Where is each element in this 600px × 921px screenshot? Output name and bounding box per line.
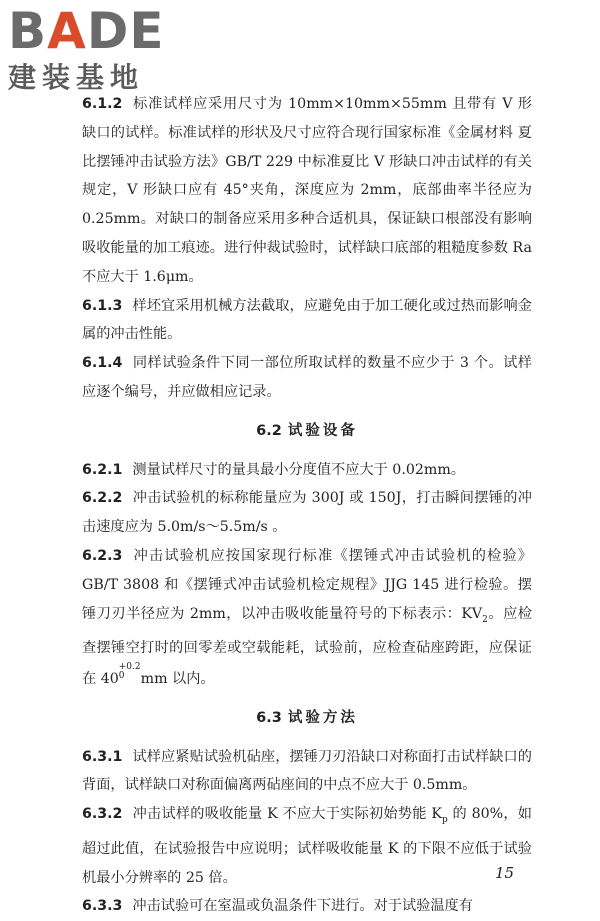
logo-accent-letter: A xyxy=(47,2,87,60)
logo-subtitle: 建装基地 xyxy=(8,61,145,94)
clause-text-cont: 。应检查摆锤空打时的回零差或空载能耗，试验前，应检查砧座跨距，应保证在 40 xyxy=(82,605,532,687)
energy-subscript: 2 xyxy=(482,614,488,625)
clause-number: 6.1.4 xyxy=(82,355,123,372)
tolerance xyxy=(119,663,141,681)
section-heading-6-3 xyxy=(82,704,532,733)
clause-6-3-3 xyxy=(82,892,532,921)
clause-number: 6.2.1 xyxy=(82,461,123,478)
section-title: 试验方法 xyxy=(287,708,358,726)
clause-number: 6.2.2 xyxy=(82,490,123,507)
document-body xyxy=(82,90,532,921)
clause-text: 标准试样应采用尺寸为 10mm×10mm×55mm 且带有 V 形缺口的试样。标准试样的形状及尺寸应符合现行国家标准《金属材料 夏比摆锤冲击试验方法》GB/T 229 中标准夏比 V 形缺口冲击试样的有关规定，V 形缺口应有 45°夹角，深度应为 2mm，底部曲率半径应为 0.25mm。对缺口的制备应采用多种合适机具，保证缺口根部没有影响吸收能量的加工痕迹。进行仲裁试验时，试样缺口底部的粗糙度参数 Ra 不应大于 1.6μm。 xyxy=(82,96,532,285)
clause-text-cont: 的 80%，如超过此值，在试验报告中应说明；试样吸收能量 K 的下限不应低于试验机最小分辨率的 25 倍。 xyxy=(82,806,532,886)
clause-6-3-2 xyxy=(82,800,532,892)
clause-6-1-3 xyxy=(82,292,532,350)
clause-6-3-1 xyxy=(82,743,532,801)
logo-brand-text: BADE xyxy=(8,2,165,60)
section-title: 试验设备 xyxy=(287,421,358,439)
potential-subscript: p xyxy=(441,814,448,825)
tolerance-lower: 0 xyxy=(118,670,125,681)
logo-brand xyxy=(8,2,165,60)
clause-text: 冲击试验机的标称能量应为 300J 或 150J，打击瞬间摆锤的冲击速度应为 5.0m/s～5.5m/s 。 xyxy=(82,490,532,536)
clause-text: 冲击试验可在室温或负温条件下进行。对于试验温度有 xyxy=(132,898,473,915)
section-number: 6.3 xyxy=(256,709,282,726)
clause-text: 同样试验条件下同一部位所取试样的数量不应少于 3 个。试样应逐个编号，并应做相应记录。 xyxy=(82,355,532,400)
section-heading-6-2 xyxy=(82,417,532,446)
clause-6-2-2 xyxy=(82,484,532,542)
clause-text-end: mm 以内。 xyxy=(140,670,215,687)
watermark-logo xyxy=(8,2,165,94)
clause-number: 6.1.2 xyxy=(82,96,123,112)
clause-6-2-3 xyxy=(82,542,532,694)
section-number: 6.2 xyxy=(256,422,282,439)
clause-number: 6.3.1 xyxy=(82,748,123,765)
clause-text: 样坯宜采用机械方法截取，应避免由于加工硬化或过热而影响金属的冲击性能。 xyxy=(82,297,532,343)
clause-6-1-2 xyxy=(82,90,532,292)
clause-6-2-1 xyxy=(82,456,532,485)
clause-number: 6.3.2 xyxy=(82,806,123,823)
clause-number: 6.3.3 xyxy=(82,898,123,915)
clause-number: 6.2.3 xyxy=(82,547,123,564)
clause-text: 试样应紧贴试验机砧座，摆锤刀刃沿缺口对称面打击试样缺口的背面，试样缺口对称面偏离两砧座间的中点不应大于 0.5mm。 xyxy=(82,748,532,794)
clause-text: 冲击试验机应按国家现行标准《摆锤式冲击试验机的检验》GB/T 3808 和《摆锤式冲击试验机检定规程》JJG 145 进行检验。摆锤刀刃半径应为 2mm，以冲击吸收能量符号的下标表示：KV xyxy=(82,547,532,622)
clause-number: 6.1.3 xyxy=(82,297,123,314)
clause-6-1-4 xyxy=(82,349,532,407)
clause-text: 测量试样尺寸的量具最小分度值不应大于 0.02mm。 xyxy=(132,461,465,478)
page-number: 15 xyxy=(495,864,515,882)
clause-text: 冲击试样的吸收能量 K 不应大于实际初始势能 K xyxy=(132,806,442,823)
tolerance-upper: +0.2 xyxy=(118,661,141,672)
